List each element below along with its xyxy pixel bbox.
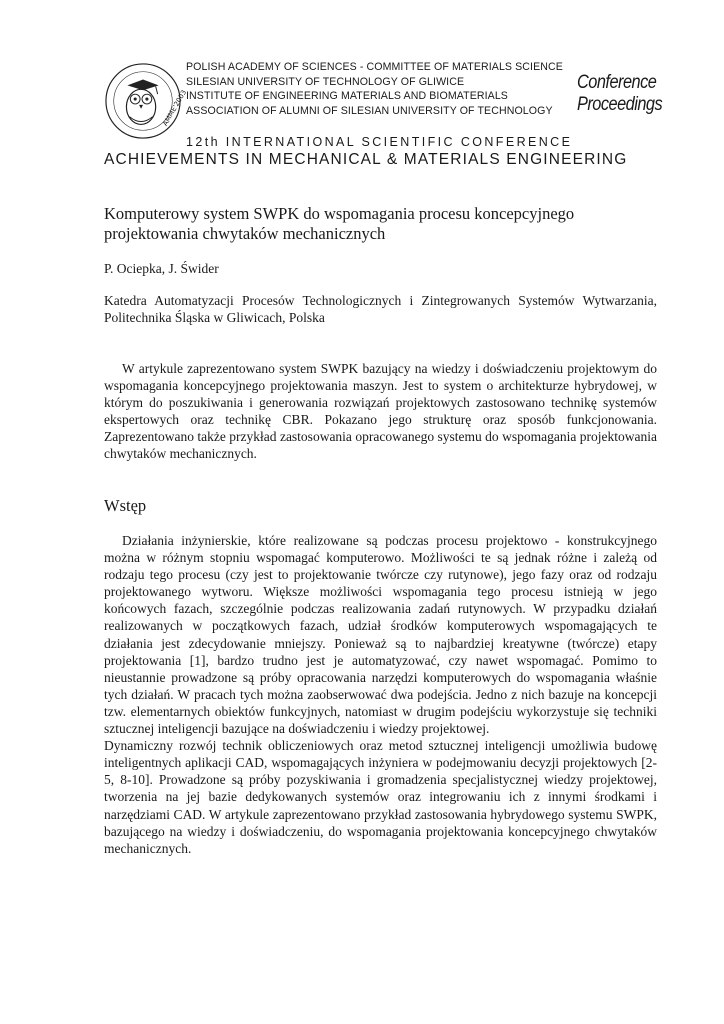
section-heading: Wstęp xyxy=(104,496,147,515)
conference-proceedings-label xyxy=(577,72,663,116)
owl-logo xyxy=(104,62,189,140)
body-paragraph: Działania inżynierskie, które realizowane są podczas procesu projektowo - konstrukcyjnego można w różnym stopniu wspomagać komputerowo. Możliwości te są jednak różne i zależą od rodzaju tego procesu (czy jest to projektowanie twórcze czy rutynowe), jego fazy oraz od rodzaju projektowanego wytworu. Większe możliwości wspomagania tego procesu istnieją w jego końcowych fazach, szczególnie podczas realizowania zadań rutynowych. W przypadku działań realizowanych w początkowych fazach, udział środków komputerowych wspomagających te działania jest zdecydowanie mniejszy. Ponieważ są to najbardziej kreatywne (twórcze) etapy projektowania [1], bardzo trudno jest je automatyzować, czy nawet wspomagać. Pomimo to nieustannie prowadzone są próby opracowania narzędzi komputerowych do wspomagania właśnie tych działań. W pracach tych można zaobserwować dwa podejścia. Jedno z nich bazuje na koncepcji tzw. elementarnych obiektów funkcyjnych, natomiast w drugim podejściu wykorzystuje się techniki sztucznej inteligencji bazujące na doświadczeniu i wiedzy projektowej. xyxy=(104,533,657,737)
paper-authors: P. Ociepka, J. Świder xyxy=(104,261,219,276)
organizations-list xyxy=(186,60,578,118)
proceedings-word-2: Proceedings xyxy=(577,94,663,115)
logo-ring-text: AMME'2003 xyxy=(161,88,189,128)
organization-line: ASSOCIATION OF ALUMNI OF SILESIAN UNIVERSITY OF TECHNOLOGY xyxy=(186,104,553,117)
organization-line: SILESIAN UNIVERSITY OF TECHNOLOGY OF GLIWICE xyxy=(186,75,465,88)
conference-edition: 12th INTERNATIONAL SCIENTIFIC CONFERENCE xyxy=(186,135,573,149)
paper-abstract: W artykule zaprezentowano system SWPK bazujący na wiedzy i doświadczeniu projektowym do wspomagania koncepcyjnego projektowania maszyn. Jest to system o architekturze hybrydowej, w którym do poszukiwania i generowania rozwiązań projektowych zastosowano technikę systemów ekspertowych oraz technikę CBR. Pokazano jego strukturę oraz sposób funkcjonowania. Zaprezentowano także przykład zastosowania opracowanego systemu do wspomagania projektowania chwytaków mechanicznych. xyxy=(104,361,657,461)
organization-line: POLISH ACADEMY OF SCIENCES - COMMITTEE OF MATERIALS SCIENCE xyxy=(186,61,563,73)
conference-header xyxy=(104,56,663,174)
body-paragraph: Dynamiczny rozwój technik obliczeniowych oraz metod sztucznej inteligencji umożliwia budowę inteligentnych aplikacji CAD, wspomagających inżyniera w podejmowaniu decyzji projektowych [2-5, 8-10]. Prowadzone są próby pozyskiwania i gromadzenia specjalistycznej wiedzy projektowej, tworzenia na jej bazie dedykowanych systemów oraz integrowaniu ich z innymi środkami i narzędziami CAD. W artykule zaprezentowano przykład zastosowania hybrydowego systemu SWPK, bazującego na wiedzy i doświadczeniu, do wspomagania projektowania koncepcyjnego chwytaków mechanicznych. xyxy=(104,738,657,856)
paper-content xyxy=(104,204,657,857)
paper-affiliation: Katedra Automatyzacji Procesów Technologicznych i Zintegrowanych Systemów Wytwarzania, Politechnika Śląska w Gliwicach, Polska xyxy=(104,293,657,325)
organization-line: INSTITUTE OF ENGINEERING MATERIALS AND BIOMATERIALS xyxy=(186,90,508,103)
proceedings-word-1: Conference xyxy=(577,72,657,93)
conference-title: ACHIEVEMENTS IN MECHANICAL & MATERIALS ENGINEERING xyxy=(104,151,628,168)
paper-title: Komputerowy system SWPK do wspomagania procesu koncepcyjnego projektowania chwytaków mechanicznych xyxy=(104,204,575,243)
